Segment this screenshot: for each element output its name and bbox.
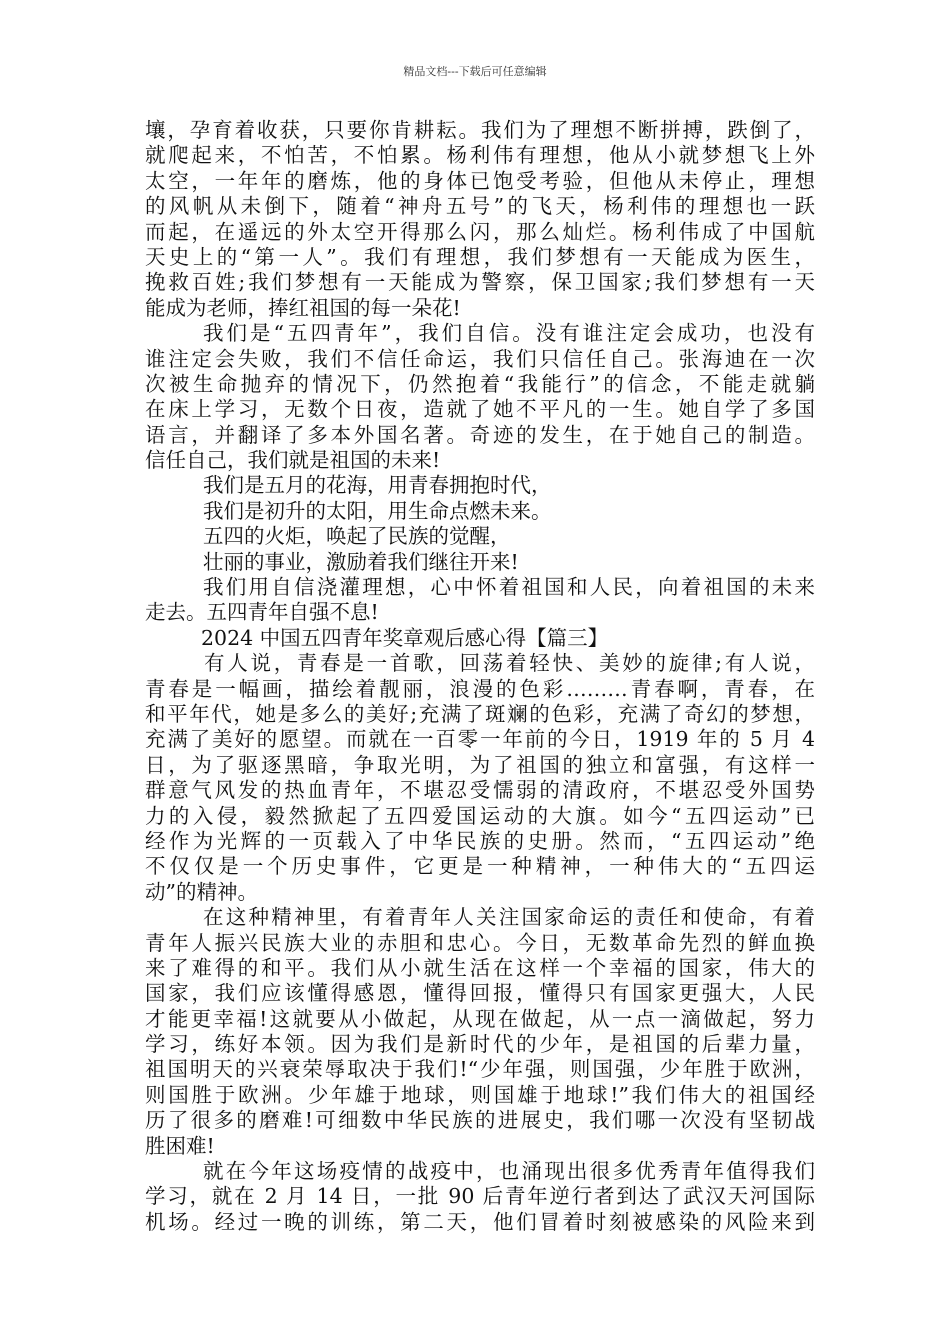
text-line: 而起，在遥远的外太空开得那么闪，那么灿烂。杨利伟成了中国航: [145, 219, 815, 244]
text-line: 挽救百姓;我们梦想有一天能成为警察，保卫国家;我们梦想有一天: [145, 270, 815, 295]
text-line: 我们是“五四青年”，我们自信。没有谁注定会成功，也没有: [203, 321, 815, 346]
text-line: 我们是五月的花海，用青春拥抱时代，: [203, 473, 552, 498]
text-line: 青年人振兴民族大业的赤胆和忠心。今日，无数革命先烈的鲜血换: [145, 930, 815, 955]
text-line: 五四的火炬，唤起了民族的觉醒，: [203, 524, 511, 549]
text-line: 和平年代，她是多么的美好;充满了斑斓的色彩，充满了奇幻的梦想，: [145, 701, 815, 726]
text-line: 壤，孕育着收获，只要你肯耕耘。我们为了理想不断拼搏，跌倒了，: [145, 118, 815, 142]
text-line: 走去。五四青年自强不息!: [145, 600, 379, 625]
text-line: 力的入侵，毅然掀起了五四爱国运动的大旗。如今“五四运动”已: [145, 803, 815, 828]
text-line: 我们用自信浇灌理想，心中怀着祖国和人民，向着祖国的未来: [203, 575, 815, 600]
text-line: 在床上学习，无数个日夜，造就了她不平凡的一生。她自学了多国: [145, 397, 815, 422]
text-line: 能成为老师，捧红祖国的每一朵花!: [145, 295, 461, 320]
text-line: 信任自己，我们就是祖国的未来!: [145, 448, 441, 473]
text-line: 学习，就在 2 月 14 日，一批 90 后青年逆行者到达了武汉天河国际: [145, 1184, 815, 1209]
text-line: 青春是一幅画，描绘着靓丽，浪漫的色彩………青春啊，青春，在: [145, 676, 815, 701]
text-line: 有人说，青春是一首歌，回荡着轻快、美妙的旋律;有人说，: [204, 651, 815, 676]
text-line: 壮丽的事业，激励着我们继往开来!: [203, 549, 519, 574]
document-body: [145, 118, 815, 1235]
text-line: 语言，并翻译了多本外国名著。奇迹的发生，在于她自己的制造。: [145, 422, 815, 447]
text-line: 经作为光辉的一页载入了中华民族的史册。然而，“五四运动”绝: [145, 828, 815, 853]
text-line: 祖国明天的兴衰荣辱取决于我们!“少年强，则国强，少年胜于欧洲，: [145, 1057, 815, 1082]
text-line: 就在今年这场疫情的战疫中，也涌现出很多优秀青年值得我们: [203, 1159, 815, 1184]
text-line: 就爬起来，不怕苦，不怕累。杨利伟有理想，他从小就梦想飞上外: [145, 143, 815, 168]
text-line: 的风帆从未倒下，随着“神舟五号”的飞天，杨利伟的理想也一跃: [145, 194, 815, 219]
text-line: 我们是初升的太阳，用生命点燃未来。: [203, 498, 552, 523]
text-line: 谁注定会失败，我们不信任命运，我们只信任自己。张海迪在一次: [145, 346, 815, 371]
text-line: 太空，一年年的磨炼，他的身体已饱受考验，但他从未停止，理想: [145, 168, 815, 193]
text-line: 国家，我们应该懂得感恩，懂得回报，懂得只有国家更强大，人民: [145, 981, 815, 1006]
text-line: 次被生命抛弃的情况下，仍然抱着“我能行”的信念，不能走就躺: [145, 371, 815, 396]
text-line: 才能更幸福!这就要从小做起，从现在做起，从一点一滴做起，努力: [145, 1006, 815, 1031]
text-line: 充满了美好的愿望。而就在一百零一年前的今日，1919 年的 5 月 4: [145, 727, 815, 752]
text-line: 群意气风发的热血青年，不堪忍受懦弱的清政府，不堪忍受外国势: [145, 778, 815, 803]
text-line: 日，为了驱逐黑暗，争取光明，为了祖国的独立和富强，有这样一: [145, 752, 815, 777]
text-line: 胜困难!: [145, 1133, 215, 1158]
text-line: 2024 中国五四青年奖章观后感心得【篇三】: [201, 625, 609, 650]
text-line: 机场。经过一晚的训练，第二天，他们冒着时刻被感染的风险来到: [145, 1209, 815, 1234]
page-header: 精品文档---下载后可任意编辑: [403, 65, 547, 78]
text-line: 不仅仅是一个历史事件，它更是一种精神，一种伟大的“五四运: [145, 854, 815, 879]
text-line: 天史上的“第一人”。我们有理想，我们梦想有一天能成为医生，: [145, 244, 815, 269]
text-line: 来了难得的和平。我们从小就生活在这样一个幸福的国家，伟大的: [145, 955, 815, 980]
text-line: 则国胜于欧洲。少年雄于地球，则国雄于地球!”我们伟大的祖国经: [145, 1082, 815, 1107]
text-line: 动”的精神。: [145, 879, 258, 904]
text-line: 历了很多的磨难!可细数中华民族的进展史，我们哪一次没有坚韧战: [145, 1108, 815, 1133]
text-line: 学习，练好本领。因为我们是新时代的少年，是祖国的后辈力量，: [145, 1032, 815, 1057]
text-line: 在这种精神里，有着青年人关注国家命运的责任和使命，有着: [203, 905, 815, 930]
